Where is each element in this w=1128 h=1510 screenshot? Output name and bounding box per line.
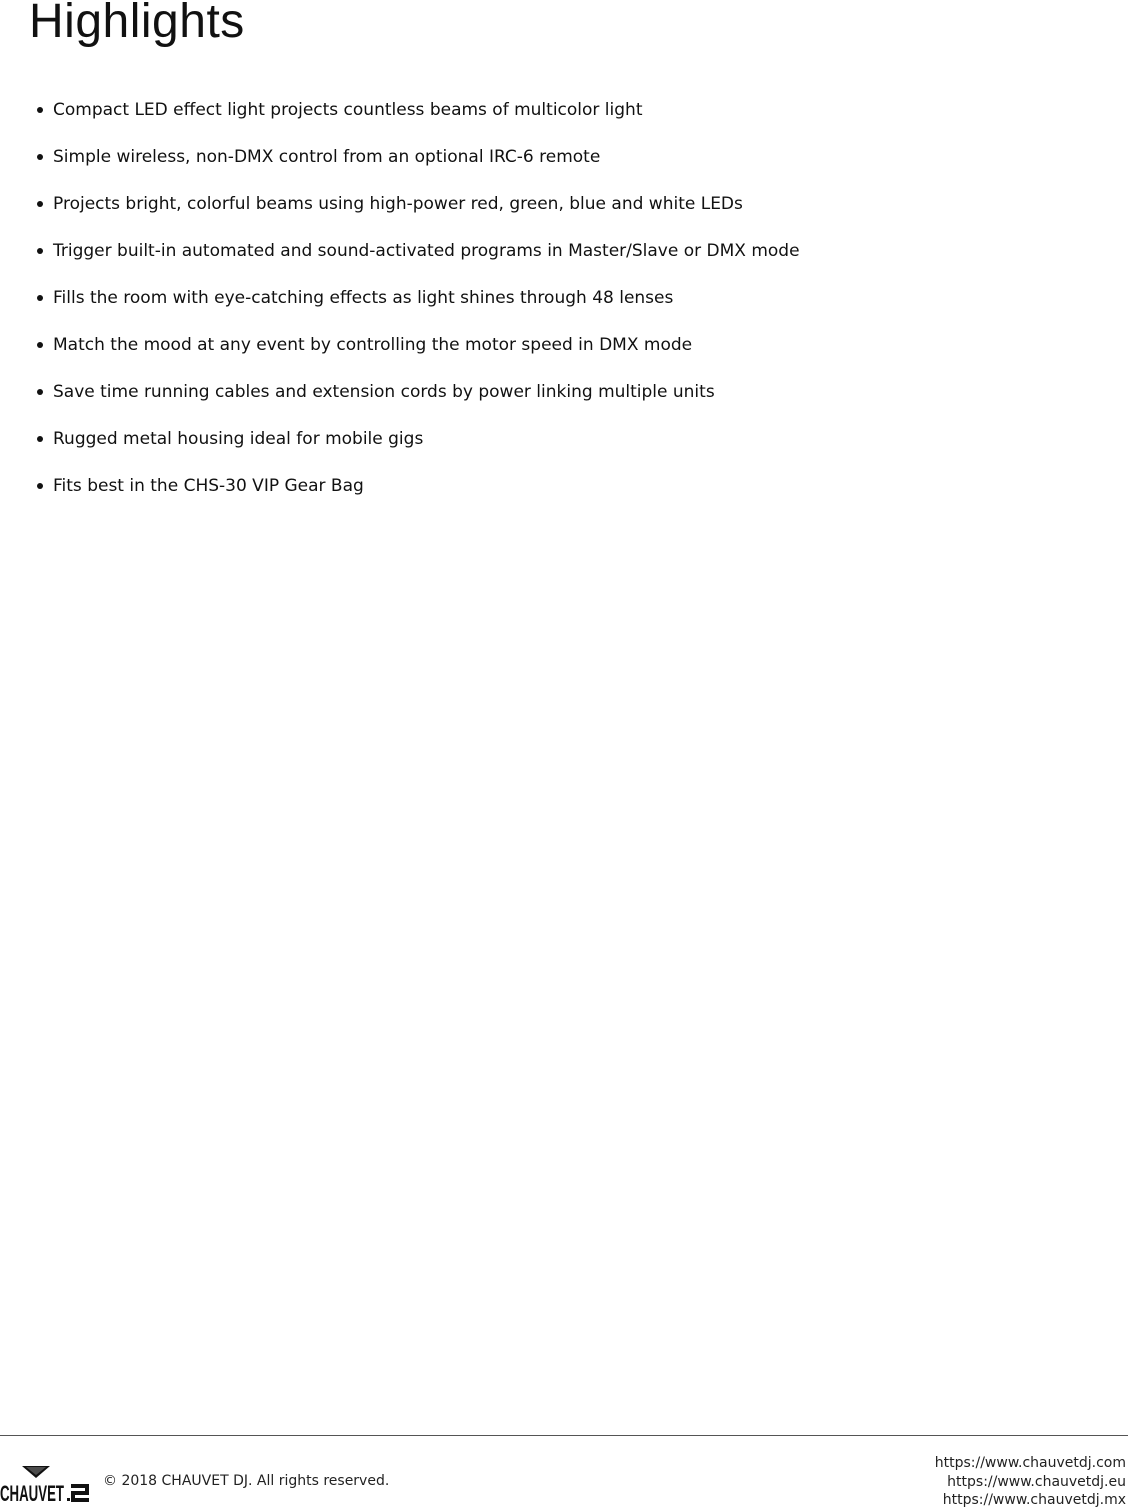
bullet-icon <box>37 483 43 489</box>
list-item <box>36 331 800 378</box>
bullet-icon <box>37 154 43 160</box>
bullet-icon <box>37 342 43 348</box>
list-item-text: Fits best in the CHS-30 VIP Gear Bag <box>53 476 364 496</box>
bullet-icon <box>37 436 43 442</box>
list-item <box>36 190 800 237</box>
copyright-text: © 2018 CHAUVET DJ. All rights reserved. <box>103 1473 390 1489</box>
svg-text:CHAUVET: CHAUVET <box>0 1481 65 1506</box>
bullet-icon <box>37 107 43 113</box>
page-title: Highlights <box>29 0 245 48</box>
list-item-text: Rugged metal housing ideal for mobile gigs <box>53 429 424 449</box>
list-item <box>36 284 800 331</box>
chauvet-dj-logo <box>0 1464 90 1504</box>
list-item <box>36 378 800 425</box>
list-item-text: Trigger built-in automated and sound-activated programs in Master/Slave or DMX mode <box>53 241 800 261</box>
list-item-text: Simple wireless, non-DMX control from an optional IRC-6 remote <box>53 147 601 167</box>
footer-links <box>935 1454 1126 1510</box>
bullet-icon <box>37 295 43 301</box>
list-item-text: Projects bright, colorful beams using high-power red, green, blue and white LEDs <box>53 194 743 214</box>
bullet-icon <box>37 201 43 207</box>
website-link-eu[interactable]: https://www.chauvetdj.eu <box>947 1473 1126 1490</box>
list-item-text: Compact LED effect light projects countless beams of multicolor light <box>53 100 643 120</box>
list-item <box>36 237 800 284</box>
list-item <box>36 96 800 143</box>
highlights-list <box>36 96 800 519</box>
website-link-com[interactable]: https://www.chauvetdj.com <box>934 1455 1126 1471</box>
list-item <box>36 143 800 190</box>
bullet-icon <box>37 248 43 254</box>
list-item-text: Fills the room with eye-catching effects as light shines through 48 lenses <box>53 288 674 308</box>
list-item <box>36 425 800 472</box>
bullet-icon <box>37 389 43 395</box>
footer-divider <box>0 1435 1128 1436</box>
list-item-text: Save time running cables and extension cords by power linking multiple units <box>53 382 715 402</box>
list-item-text: Match the mood at any event by controlling the motor speed in DMX mode <box>53 335 693 355</box>
website-link-mx[interactable]: https://www.chauvetdj.mx <box>942 1492 1126 1508</box>
list-item <box>36 472 800 519</box>
